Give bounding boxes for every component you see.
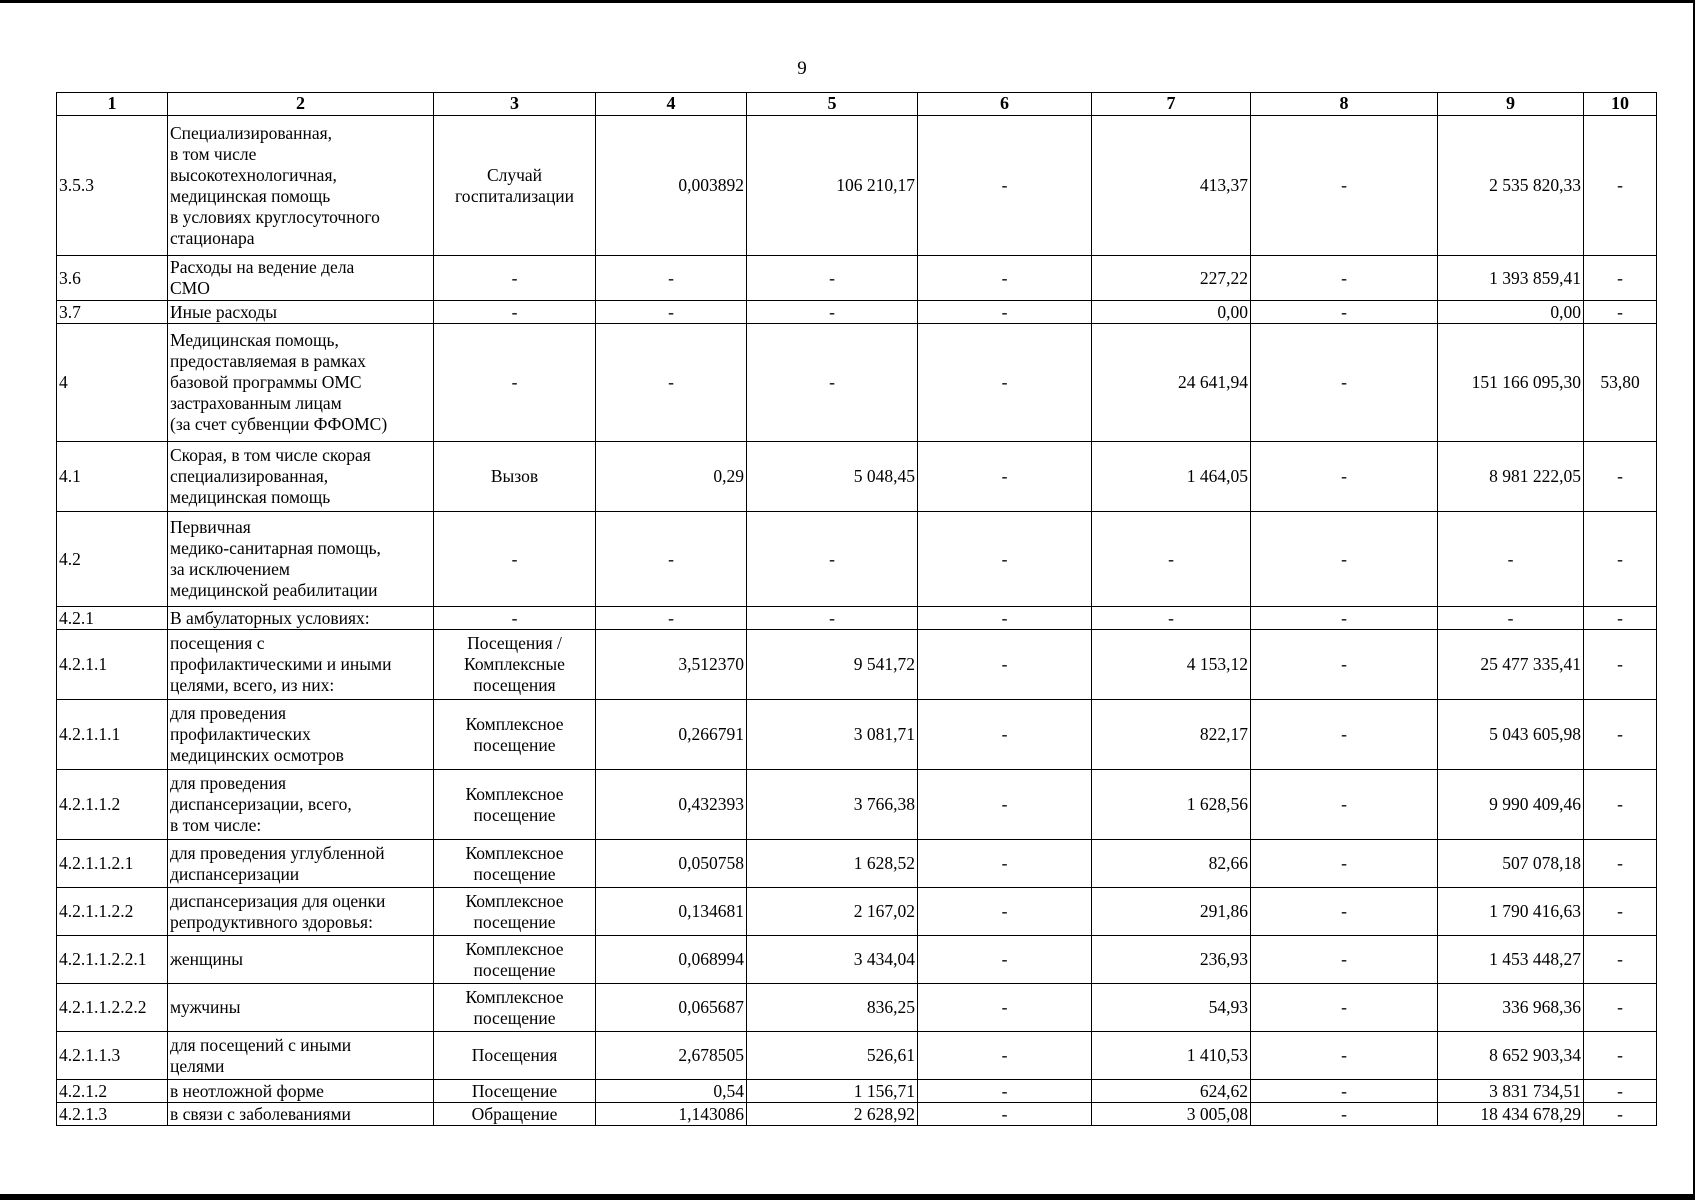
row-value-col10: - [1584, 936, 1657, 984]
row-value-col9: - [1438, 607, 1584, 630]
row-name: Расходы на ведение дела СМО [168, 256, 434, 301]
row-value-col6: - [918, 936, 1092, 984]
row-name: Иные расходы [168, 301, 434, 324]
row-code: 3.7 [57, 301, 168, 324]
row-value-col5: 836,25 [747, 984, 918, 1032]
header-row [57, 93, 1657, 116]
row-value-col7: 291,86 [1092, 888, 1251, 936]
row-value-col5: 106 210,17 [747, 116, 918, 256]
table-row [57, 840, 1657, 888]
row-value-col10: - [1584, 1080, 1657, 1103]
row-value-col9: 3 831 734,51 [1438, 1080, 1584, 1103]
row-value-col7: 4 153,12 [1092, 630, 1251, 700]
row-value-col7: 236,93 [1092, 936, 1251, 984]
row-value-col7: 413,37 [1092, 116, 1251, 256]
row-value-col4: 2,678505 [596, 1032, 747, 1080]
column-header: 6 [918, 93, 1092, 116]
row-value-col5: 5 048,45 [747, 442, 918, 512]
row-unit: - [434, 607, 596, 630]
row-code: 4.2.1.2 [57, 1080, 168, 1103]
row-value-col5: 9 541,72 [747, 630, 918, 700]
column-header: 3 [434, 93, 596, 116]
table-row [57, 770, 1657, 840]
row-value-col10: - [1584, 888, 1657, 936]
row-unit: Комплексное посещение [434, 840, 596, 888]
table-row [57, 1080, 1657, 1103]
row-value-col8: - [1251, 936, 1438, 984]
row-value-col8: - [1251, 324, 1438, 442]
row-value-col9: 25 477 335,41 [1438, 630, 1584, 700]
row-value-col10: - [1584, 770, 1657, 840]
row-value-col6: - [918, 700, 1092, 770]
data-table [56, 92, 1657, 1126]
row-code: 4.2.1.1.1 [57, 700, 168, 770]
row-name: Скорая, в том числе скорая специализированная, медицинская помощь [168, 442, 434, 512]
row-value-col8: - [1251, 630, 1438, 700]
row-unit: Комплексное посещение [434, 700, 596, 770]
row-value-col5: 2 167,02 [747, 888, 918, 936]
table-body [57, 116, 1657, 1126]
row-value-col6: - [918, 256, 1092, 301]
row-name: в неотложной форме [168, 1080, 434, 1103]
row-code: 4 [57, 324, 168, 442]
row-unit: Комплексное посещение [434, 770, 596, 840]
row-code: 4.2.1 [57, 607, 168, 630]
row-unit: - [434, 301, 596, 324]
row-value-col8: - [1251, 442, 1438, 512]
row-value-col9: 18 434 678,29 [1438, 1103, 1584, 1126]
row-value-col4: 0,29 [596, 442, 747, 512]
row-value-col6: - [918, 607, 1092, 630]
row-unit: - [434, 256, 596, 301]
row-name: Первичная медико-санитарная помощь, за исключением медицинской реабилитации [168, 512, 434, 607]
row-value-col5: - [747, 512, 918, 607]
row-value-col8: - [1251, 1032, 1438, 1080]
row-value-col10: - [1584, 700, 1657, 770]
row-unit: Комплексное посещение [434, 984, 596, 1032]
row-unit: Посещения / Комплексные посещения [434, 630, 596, 700]
row-value-col5: 1 156,71 [747, 1080, 918, 1103]
row-value-col9: 1 393 859,41 [1438, 256, 1584, 301]
row-name: мужчины [168, 984, 434, 1032]
row-unit: - [434, 512, 596, 607]
row-value-col6: - [918, 512, 1092, 607]
row-value-col6: - [918, 301, 1092, 324]
row-code: 4.1 [57, 442, 168, 512]
row-value-col8: - [1251, 984, 1438, 1032]
row-value-col7: 822,17 [1092, 700, 1251, 770]
column-header: 9 [1438, 93, 1584, 116]
row-value-col9: 8 652 903,34 [1438, 1032, 1584, 1080]
row-value-col4: - [596, 256, 747, 301]
row-value-col9: 1 453 448,27 [1438, 936, 1584, 984]
scan-border-top [0, 0, 1695, 3]
row-value-col7: 1 628,56 [1092, 770, 1251, 840]
row-value-col7: - [1092, 607, 1251, 630]
row-value-col4: 0,068994 [596, 936, 747, 984]
row-value-col10: - [1584, 301, 1657, 324]
row-value-col10: - [1584, 442, 1657, 512]
table-row [57, 700, 1657, 770]
row-value-col6: - [918, 1032, 1092, 1080]
row-value-col6: - [918, 630, 1092, 700]
table-row [57, 1032, 1657, 1080]
row-value-col10: - [1584, 607, 1657, 630]
row-unit: - [434, 324, 596, 442]
row-value-col6: - [918, 888, 1092, 936]
row-value-col6: - [918, 1080, 1092, 1103]
row-value-col10: - [1584, 256, 1657, 301]
row-name: для проведения диспансеризации, всего, в том числе: [168, 770, 434, 840]
row-value-col8: - [1251, 770, 1438, 840]
table-row [57, 324, 1657, 442]
row-value-col8: - [1251, 1080, 1438, 1103]
row-unit: Комплексное посещение [434, 888, 596, 936]
row-value-col5: - [747, 607, 918, 630]
row-code: 4.2 [57, 512, 168, 607]
row-value-col8: - [1251, 840, 1438, 888]
table-row [57, 512, 1657, 607]
row-value-col6: - [918, 1103, 1092, 1126]
row-name: для посещений с иными целями [168, 1032, 434, 1080]
row-value-col9: 8 981 222,05 [1438, 442, 1584, 512]
row-value-col5: 3 766,38 [747, 770, 918, 840]
row-unit: Случай госпитализации [434, 116, 596, 256]
row-value-col4: 3,512370 [596, 630, 747, 700]
row-value-col9: 9 990 409,46 [1438, 770, 1584, 840]
row-value-col8: - [1251, 116, 1438, 256]
column-header: 2 [168, 93, 434, 116]
row-value-col10: - [1584, 116, 1657, 256]
row-value-col7: 54,93 [1092, 984, 1251, 1032]
row-code: 4.2.1.1.2.1 [57, 840, 168, 888]
column-header: 10 [1584, 93, 1657, 116]
row-value-col10: - [1584, 984, 1657, 1032]
row-value-col10: - [1584, 1103, 1657, 1126]
row-value-col8: - [1251, 1103, 1438, 1126]
row-value-col6: - [918, 116, 1092, 256]
row-name: В амбулаторных условиях: [168, 607, 434, 630]
row-value-col10: - [1584, 840, 1657, 888]
table-row [57, 116, 1657, 256]
row-name: женщины [168, 936, 434, 984]
row-value-col10: - [1584, 1032, 1657, 1080]
row-name: для проведения углубленной диспансеризации [168, 840, 434, 888]
row-value-col7: 0,00 [1092, 301, 1251, 324]
row-value-col8: - [1251, 256, 1438, 301]
column-header: 8 [1251, 93, 1438, 116]
row-value-col5: 2 628,92 [747, 1103, 918, 1126]
row-value-col7: 3 005,08 [1092, 1103, 1251, 1126]
row-value-col6: - [918, 442, 1092, 512]
row-code: 4.2.1.1.2.2.2 [57, 984, 168, 1032]
table-row [57, 301, 1657, 324]
row-value-col6: - [918, 324, 1092, 442]
column-header: 4 [596, 93, 747, 116]
row-value-col4: - [596, 324, 747, 442]
row-name: Медицинская помощь, предоставляемая в рамках базовой программы ОМС застрахованным лицам (за счет субвенции ФФОМС) [168, 324, 434, 442]
column-header: 5 [747, 93, 918, 116]
row-name: в связи с заболеваниями [168, 1103, 434, 1126]
page-number: 9 [797, 58, 807, 79]
table-row [57, 1103, 1657, 1126]
row-name: Специализированная, в том числе высокотехнологичная, медицинская помощь в условиях круглосуточного стационара [168, 116, 434, 256]
row-value-col4: 0,54 [596, 1080, 747, 1103]
scan-border-bottom [0, 1194, 1695, 1200]
row-value-col9: 1 790 416,63 [1438, 888, 1584, 936]
row-value-col7: 624,62 [1092, 1080, 1251, 1103]
row-code: 3.5.3 [57, 116, 168, 256]
row-value-col5: - [747, 301, 918, 324]
table-row [57, 888, 1657, 936]
row-value-col9: 2 535 820,33 [1438, 116, 1584, 256]
row-value-col4: 0,134681 [596, 888, 747, 936]
row-value-col5: 3 081,71 [747, 700, 918, 770]
row-unit: Комплексное посещение [434, 936, 596, 984]
row-value-col4: 0,050758 [596, 840, 747, 888]
row-value-col5: 1 628,52 [747, 840, 918, 888]
row-value-col10: 53,80 [1584, 324, 1657, 442]
row-unit: Обращение [434, 1103, 596, 1126]
row-name: посещения с профилактическими и иными целями, всего, из них: [168, 630, 434, 700]
row-value-col9: 5 043 605,98 [1438, 700, 1584, 770]
row-value-col9: 0,00 [1438, 301, 1584, 324]
row-name: для проведения профилактических медицинских осмотров [168, 700, 434, 770]
row-value-col5: - [747, 324, 918, 442]
row-unit: Вызов [434, 442, 596, 512]
row-value-col7: 24 641,94 [1092, 324, 1251, 442]
row-value-col10: - [1584, 512, 1657, 607]
row-code: 4.2.1.1.2 [57, 770, 168, 840]
row-value-col7: 82,66 [1092, 840, 1251, 888]
row-value-col8: - [1251, 700, 1438, 770]
row-value-col4: - [596, 301, 747, 324]
row-value-col4: 0,266791 [596, 700, 747, 770]
row-value-col7: - [1092, 512, 1251, 607]
row-code: 4.2.1.1 [57, 630, 168, 700]
table-row [57, 936, 1657, 984]
row-unit: Посещение [434, 1080, 596, 1103]
table-row [57, 256, 1657, 301]
table-row [57, 607, 1657, 630]
row-value-col9: 507 078,18 [1438, 840, 1584, 888]
row-code: 3.6 [57, 256, 168, 301]
row-value-col7: 1 410,53 [1092, 1032, 1251, 1080]
row-value-col7: 227,22 [1092, 256, 1251, 301]
row-value-col4: 0,003892 [596, 116, 747, 256]
row-code: 4.2.1.1.2.2 [57, 888, 168, 936]
row-value-col6: - [918, 840, 1092, 888]
row-name: диспансеризация для оценки репродуктивного здоровья: [168, 888, 434, 936]
row-value-col6: - [918, 984, 1092, 1032]
row-value-col6: - [918, 770, 1092, 840]
row-value-col8: - [1251, 607, 1438, 630]
row-value-col5: - [747, 256, 918, 301]
table-row [57, 442, 1657, 512]
row-value-col9: 151 166 095,30 [1438, 324, 1584, 442]
row-value-col8: - [1251, 512, 1438, 607]
table-row [57, 984, 1657, 1032]
row-value-col4: 1,143086 [596, 1103, 747, 1126]
row-value-col5: 526,61 [747, 1032, 918, 1080]
row-value-col4: 0,065687 [596, 984, 747, 1032]
row-code: 4.2.1.1.2.2.1 [57, 936, 168, 984]
row-value-col4: - [596, 607, 747, 630]
column-header: 7 [1092, 93, 1251, 116]
row-unit: Посещения [434, 1032, 596, 1080]
row-value-col9: 336 968,36 [1438, 984, 1584, 1032]
row-value-col9: - [1438, 512, 1584, 607]
column-header: 1 [57, 93, 168, 116]
row-value-col8: - [1251, 301, 1438, 324]
row-value-col4: 0,432393 [596, 770, 747, 840]
table-row [57, 630, 1657, 700]
row-value-col4: - [596, 512, 747, 607]
row-value-col5: 3 434,04 [747, 936, 918, 984]
row-code: 4.2.1.1.3 [57, 1032, 168, 1080]
row-value-col8: - [1251, 888, 1438, 936]
row-value-col10: - [1584, 630, 1657, 700]
row-value-col7: 1 464,05 [1092, 442, 1251, 512]
row-code: 4.2.1.3 [57, 1103, 168, 1126]
